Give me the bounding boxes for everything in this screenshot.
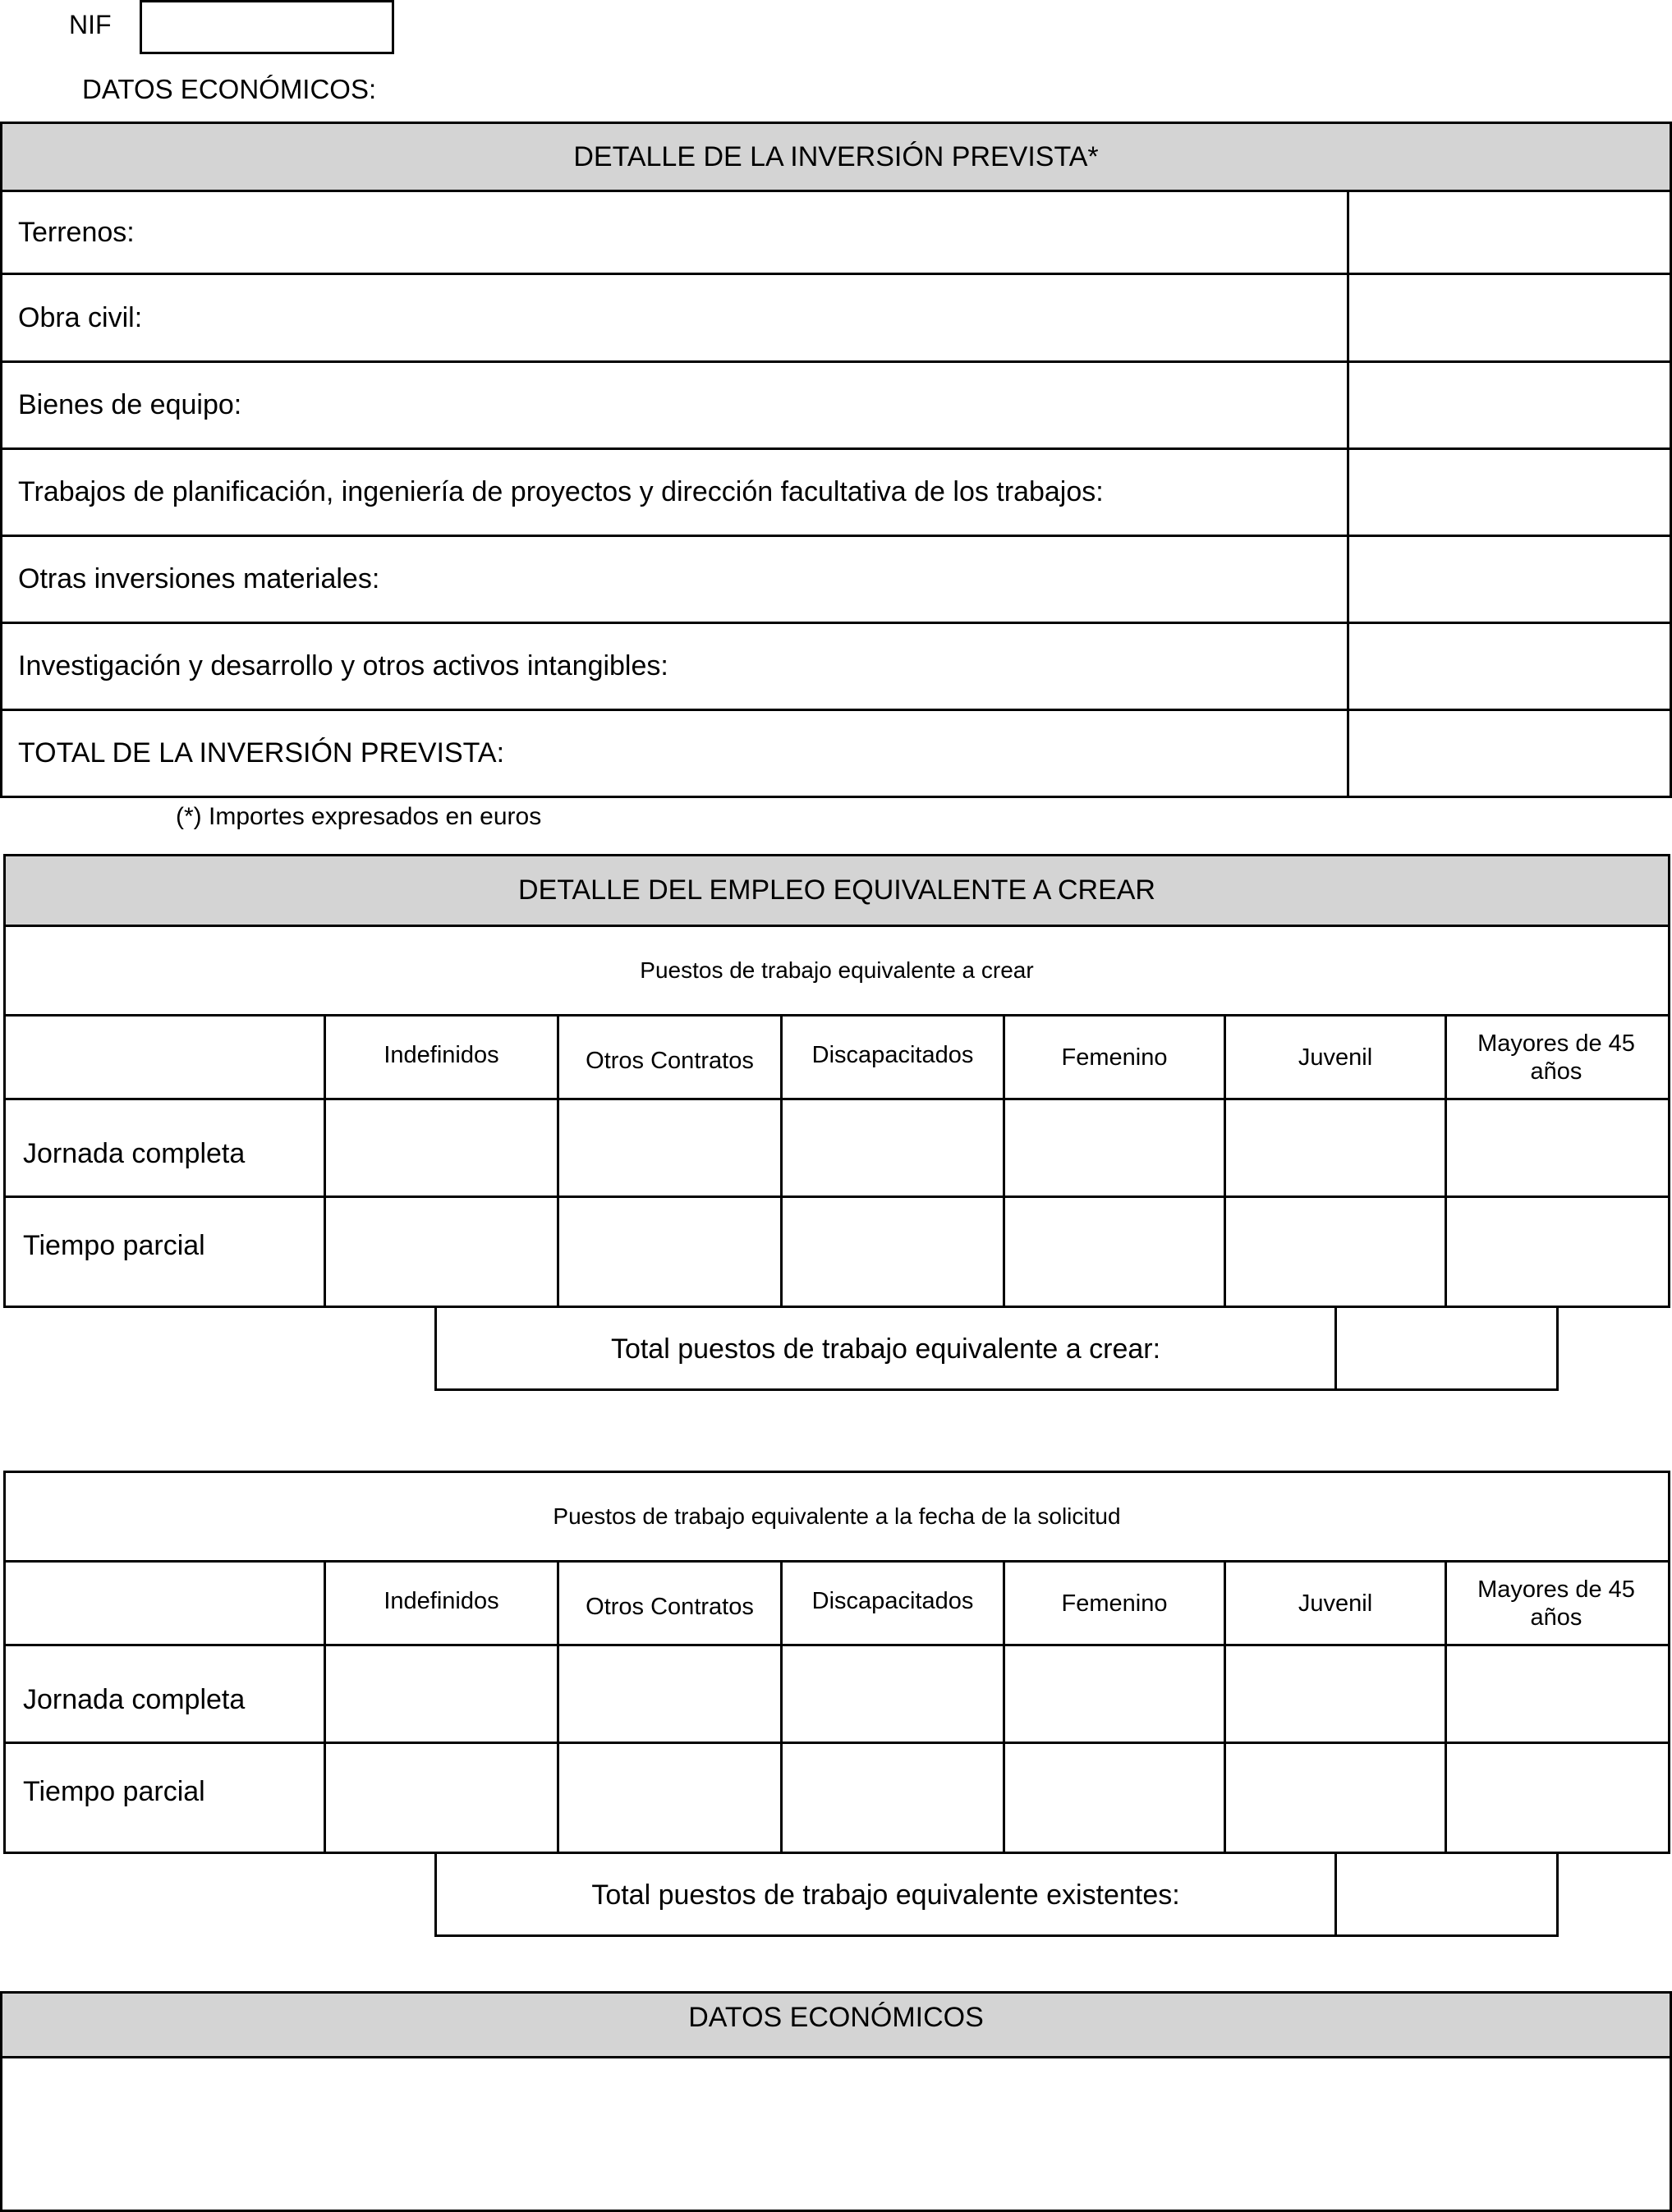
section-label-datos-economicos: DATOS ECONÓMICOS: [82, 74, 377, 104]
col-header-mayores-45: Mayores de 45 años [1477, 1030, 1635, 1085]
row-label-jornada-completa: Jornada completa [23, 1683, 246, 1715]
inversion-value-obra-civil[interactable] [1349, 275, 1670, 360]
inversion-title: DETALLE DE LA INVERSIÓN PREVISTA* [0, 122, 1672, 192]
total-crear-label: Total puestos de trabajo equivalente a crear: [610, 1333, 1161, 1365]
empleo-crear-subtitle: Puestos de trabajo equivalente a crear [640, 957, 1034, 983]
col-header-otros-contratos: Otros Contratos [586, 1047, 754, 1074]
datos-economicos-title: DATOS ECONÓMICOS [0, 1991, 1672, 2058]
total-existentes-label: Total puestos de trabajo equivalente existentes: [591, 1879, 1180, 1911]
inversion-label-otras-inversiones: Otras inversiones materiales: [18, 563, 380, 594]
empleo-existente-subtitle: Puestos de trabajo equivalente a la fecha de la solicitud [553, 1503, 1121, 1529]
total-crear-right-border [1556, 1308, 1559, 1391]
empleo-crear-title: DETALLE DEL EMPLEO EQUIVALENTE A CREAR [3, 854, 1670, 927]
row-label-tiempo-parcial: Tiempo parcial [23, 1775, 205, 1807]
inversion-value-total[interactable] [1349, 711, 1670, 796]
datos-economicos-content[interactable] [0, 2056, 1672, 2212]
inversion-value-bienes-equipo[interactable] [1349, 363, 1670, 447]
inversion-value-terrenos[interactable] [1349, 192, 1670, 273]
col-separator [1445, 1560, 1447, 1854]
col-header-indefinidos: Indefinidos [384, 1042, 499, 1068]
nif-label: NIF [69, 10, 112, 39]
row-separator [3, 1098, 1670, 1100]
col-header-discapacitados: Discapacitados [811, 1042, 974, 1068]
row-separator [3, 1195, 1670, 1198]
col-header-otros-contratos: Otros Contratos [586, 1593, 754, 1620]
inversion-label-investigacion: Investigación y desarrollo y otros activos intangibles: [18, 650, 668, 681]
total-crear-value[interactable] [1337, 1310, 1556, 1388]
inversion-label-obra-civil: Obra civil: [18, 301, 143, 333]
nif-input[interactable] [140, 0, 394, 54]
row-label-tiempo-parcial: Tiempo parcial [23, 1229, 205, 1261]
inversion-value-investigacion[interactable] [1349, 624, 1670, 709]
col-header-juvenil: Juvenil [1298, 1044, 1373, 1071]
col-header-discapacitados: Discapacitados [811, 1588, 974, 1614]
inversion-label-total: TOTAL DE LA INVERSIÓN PREVISTA: [18, 737, 505, 769]
inversion-value-otras[interactable] [1349, 537, 1670, 622]
row-separator [3, 1644, 1670, 1646]
col-header-femenino: Femenino [1061, 1044, 1168, 1071]
inversion-footnote: (*) Importes expresados en euros [176, 803, 542, 830]
inversion-label-terrenos: Terrenos: [18, 216, 135, 248]
col-header-juvenil: Juvenil [1298, 1590, 1373, 1617]
col-separator [1445, 1014, 1447, 1308]
row-label-jornada-completa: Jornada completa [23, 1137, 246, 1169]
inversion-value-trabajos[interactable] [1349, 450, 1670, 535]
total-existentes-bottom-border [434, 1934, 1559, 1937]
col-header-mayores-45: Mayores de 45 años [1477, 1576, 1635, 1631]
total-crear-bottom-border [434, 1388, 1559, 1391]
inversion-label-trabajos-planificacion: Trabajos de planificación, ingeniería de proyectos y dirección facultativa de los trabajos: [18, 476, 1104, 507]
col-header-femenino: Femenino [1061, 1590, 1168, 1617]
total-existentes-value[interactable] [1337, 1856, 1556, 1934]
col-header-indefinidos: Indefinidos [384, 1588, 499, 1614]
total-existentes-right-border [1556, 1854, 1559, 1937]
inversion-label-bienes-equipo: Bienes de equipo: [18, 389, 242, 420]
row-separator [3, 1742, 1670, 1744]
